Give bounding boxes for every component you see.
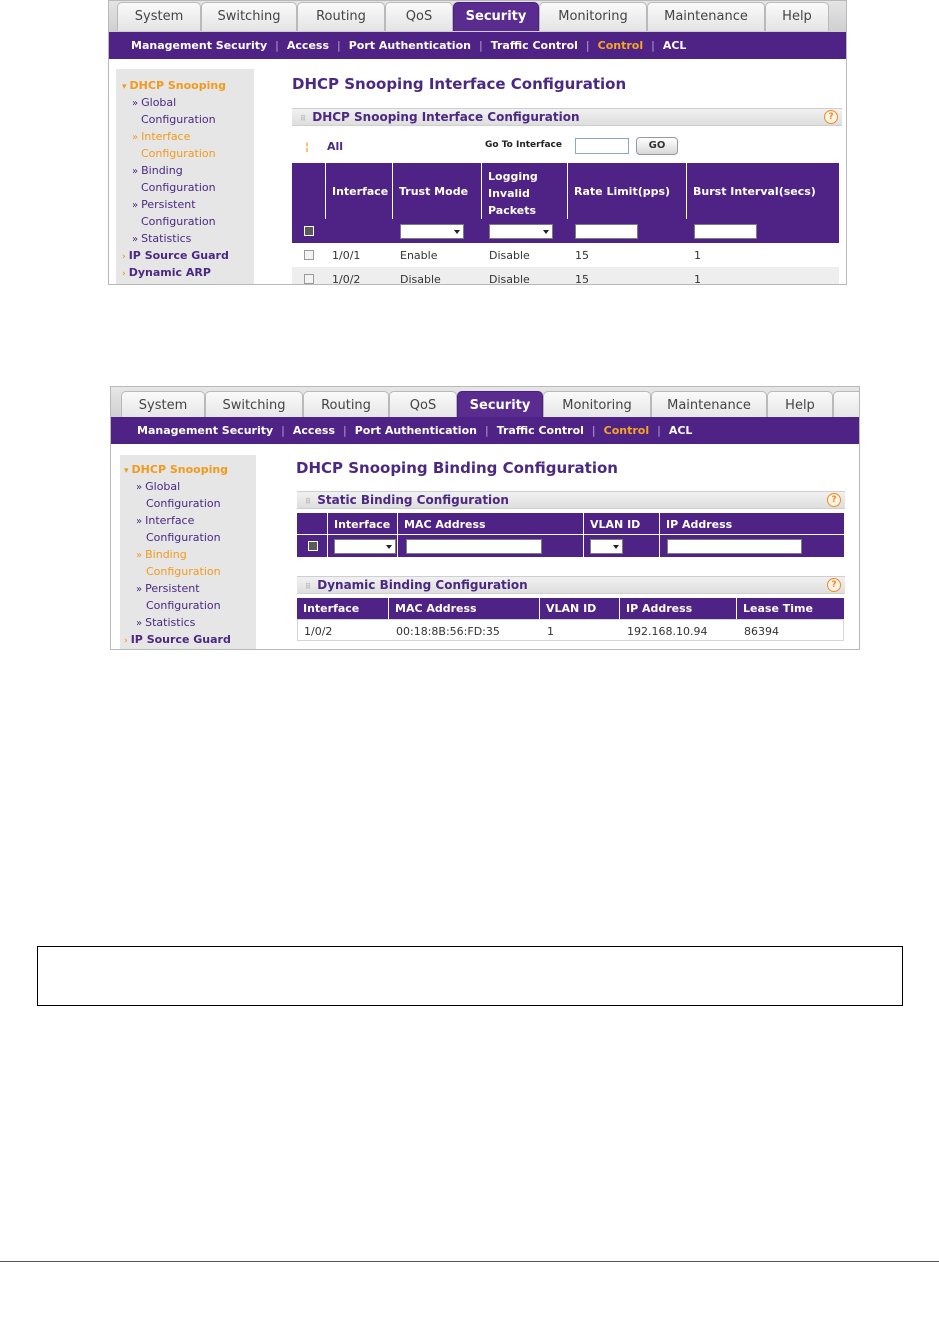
double-arrow-icon: »: [136, 482, 143, 493]
table-row: [297, 619, 844, 641]
double-arrow-icon: »: [136, 550, 143, 561]
sidebar-item-binding[interactable]: » Binding: [136, 548, 187, 561]
header-interface: Interface: [326, 163, 393, 219]
sidebar-section-dynamic-arp[interactable]: › Dynamic ARP: [122, 266, 211, 279]
header-trust-mode: Trust Mode: [393, 163, 482, 219]
header-ip-address: IP Address: [620, 598, 737, 619]
cell-mac-address: 00:18:8B:56:FD:35: [396, 625, 500, 638]
sidebar-item-global-line2[interactable]: Configuration: [141, 113, 216, 126]
subnav-acl[interactable]: ACL: [668, 424, 693, 437]
header-interface: Interface: [328, 513, 398, 557]
dynamic-panel-header: ⠿ Dynamic Binding Configuration ?: [297, 576, 845, 594]
double-arrow-icon: »: [136, 584, 143, 595]
header-rate-limit: Rate Limit(pps): [568, 163, 687, 219]
grip-icon: ⠿: [300, 114, 307, 123]
static-table: [297, 513, 844, 557]
header-vlan-id: VLAN ID: [540, 598, 620, 619]
tab-routing[interactable]: Routing: [303, 391, 389, 420]
tab-security[interactable]: Security: [453, 2, 539, 31]
interface-table-header: [292, 163, 839, 219]
sidebar-item-interface-line2[interactable]: Configuration: [146, 531, 221, 544]
tab-switching[interactable]: Switching: [205, 391, 303, 420]
subnav-access[interactable]: Access: [286, 39, 329, 52]
header-mac-address: MAC Address: [398, 513, 584, 557]
header-logging-invalid-packets: Logging Invalid Packets: [482, 163, 568, 219]
static-ip-input[interactable]: [667, 539, 802, 554]
sidebar-item-binding[interactable]: » Binding: [132, 164, 183, 177]
sidebar-section-dhcp-snooping[interactable]: ▾ DHCP Snooping: [122, 79, 227, 92]
help-icon[interactable]: ?: [827, 578, 841, 592]
sidebar-item-global-line2[interactable]: Configuration: [146, 497, 221, 510]
tab-switching[interactable]: Switching: [201, 2, 297, 31]
rate-limit-input[interactable]: [575, 224, 638, 239]
page-title: DHCP Snooping Interface Configuration: [292, 75, 627, 93]
help-icon[interactable]: ?: [824, 110, 838, 124]
tab-security[interactable]: Security: [457, 391, 543, 420]
cell-interface: 1/0/2: [304, 625, 333, 638]
static-mac-input[interactable]: [406, 539, 542, 554]
tab-routing[interactable]: Routing: [297, 2, 385, 31]
cell-burst-interval: 1: [694, 249, 701, 262]
static-interface-select[interactable]: [334, 539, 396, 554]
select-all-checkbox[interactable]: [304, 226, 314, 236]
subnav-acl[interactable]: ACL: [662, 39, 687, 52]
table-row: [292, 243, 839, 268]
double-arrow-icon: »: [132, 234, 139, 245]
main-tab-bar: [109, 0, 846, 33]
sidebar-item-interface[interactable]: » Interface: [136, 514, 195, 527]
sidebar-item-persistent[interactable]: » Persistent: [136, 582, 200, 595]
cell-interface: 1/0/2: [332, 273, 361, 285]
screenshot-binding-configuration: [110, 386, 860, 650]
sidebar-item-binding-line2[interactable]: Configuration: [141, 181, 216, 194]
double-arrow-icon: »: [132, 98, 139, 109]
subnav-control[interactable]: Control: [597, 39, 644, 52]
cell-rate-limit: 15: [575, 273, 589, 285]
help-icon[interactable]: ?: [827, 493, 841, 507]
sidebar-section-ip-source-guard[interactable]: › IP Source Guard: [122, 249, 229, 262]
chevron-down-icon: ▾: [124, 466, 129, 476]
goto-interface-input[interactable]: [575, 138, 629, 154]
subnav-access[interactable]: Access: [292, 424, 335, 437]
sidebar-item-interface-line2[interactable]: Configuration: [141, 147, 216, 160]
expand-icon: ¦: [305, 140, 310, 153]
subnav-port-authentication[interactable]: Port Authentication: [348, 39, 471, 52]
sidebar-section-ip-source-guard[interactable]: › IP Source Guard: [124, 633, 231, 646]
double-arrow-icon: »: [132, 200, 139, 211]
sidebar-nav: [116, 69, 254, 285]
go-button[interactable]: GO: [636, 137, 678, 155]
tab-overflow[interactable]: [833, 391, 860, 420]
grip-icon: ⠿: [305, 582, 312, 591]
tab-maintenance[interactable]: Maintenance: [651, 391, 767, 420]
double-arrow-icon: »: [132, 132, 139, 143]
table-row: [292, 267, 839, 285]
cell-logging: Disable: [489, 273, 530, 285]
dropdown-arrow-icon: [454, 230, 460, 234]
cell-trust-mode: Disable: [400, 273, 441, 285]
sidebar-item-statistics[interactable]: » Statistics: [136, 616, 196, 629]
sidebar-item-persistent-line2[interactable]: Configuration: [146, 599, 221, 612]
header-burst-interval: Burst Interval(secs): [693, 185, 816, 198]
sidebar-item-statistics[interactable]: » Statistics: [132, 232, 192, 245]
static-vlan-select[interactable]: [590, 539, 623, 554]
double-arrow-icon: »: [136, 516, 143, 527]
sidebar-item-binding-line2[interactable]: Configuration: [146, 565, 221, 578]
dynamic-table-header: [297, 598, 844, 619]
burst-interval-input[interactable]: [694, 224, 757, 239]
cell-ip-address: 192.168.10.94: [627, 625, 708, 638]
cell-interface: 1/0/1: [332, 249, 361, 262]
chevron-right-icon: ›: [124, 636, 128, 646]
double-arrow-icon: »: [136, 618, 143, 629]
sidebar-item-interface[interactable]: » Interface: [132, 130, 191, 143]
panel-header: ⠿ DHCP Snooping Interface Configuration ?: [292, 108, 842, 126]
tab-monitoring[interactable]: Monitoring: [543, 391, 651, 420]
trust-mode-select[interactable]: [400, 224, 464, 239]
header-mac-address: MAC Address: [389, 598, 540, 619]
interface-edit-row: [292, 219, 839, 243]
header-interface: Interface: [297, 598, 389, 619]
goto-interface-label: Go To Interface: [485, 140, 562, 150]
grip-icon: ⠿: [305, 497, 312, 506]
subnav-traffic-control[interactable]: Traffic Control: [496, 424, 584, 437]
static-select-checkbox[interactable]: [308, 541, 318, 551]
subnav-port-authentication[interactable]: Port Authentication: [354, 424, 477, 437]
chevron-down-icon: ▾: [122, 82, 127, 92]
subnav-control[interactable]: Control: [603, 424, 650, 437]
all-label: All: [327, 140, 344, 153]
tab-system[interactable]: System: [121, 391, 205, 420]
dropdown-arrow-icon: [613, 545, 619, 549]
tab-help[interactable]: Help: [765, 2, 829, 31]
tab-qos[interactable]: QoS: [389, 391, 457, 420]
tab-maintenance[interactable]: Maintenance: [647, 2, 765, 31]
cell-vlan-id: 1: [547, 625, 554, 638]
main-tab-bar: [111, 387, 859, 421]
chevron-right-icon: ›: [122, 269, 126, 279]
security-subnav: Management Security | Access | Port Authentication | Traffic Control | Control | ACL: [111, 417, 859, 444]
sidebar-nav: [120, 455, 256, 650]
footer-divider: [0, 1261, 939, 1262]
subnav-traffic-control[interactable]: Traffic Control: [490, 39, 578, 52]
header-lease-time: Lease Time: [743, 602, 813, 615]
tab-help[interactable]: Help: [767, 391, 833, 420]
screenshot-interface-configuration: [108, 0, 847, 285]
security-subnav: Management Security | Access | Port Authentication | Traffic Control | Control | ACL: [109, 32, 846, 59]
dropdown-arrow-icon: [386, 545, 392, 549]
sidebar-item-global[interactable]: » Global: [132, 96, 177, 109]
static-panel-header: ⠿ Static Binding Configuration ?: [297, 491, 845, 509]
cell-trust-mode: Enable: [400, 249, 438, 262]
divider: [297, 534, 844, 535]
sidebar-item-persistent-line2[interactable]: Configuration: [141, 215, 216, 228]
cell-lease-time: 86394: [744, 625, 779, 638]
double-arrow-icon: »: [132, 166, 139, 177]
row-checkbox[interactable]: [304, 250, 314, 260]
subnav-management-security[interactable]: Management Security: [137, 424, 274, 437]
sidebar-item-persistent[interactable]: » Persistent: [132, 198, 196, 211]
logging-select[interactable]: [489, 224, 553, 239]
cell-rate-limit: 15: [575, 249, 589, 262]
header-ip-address: IP Address: [666, 518, 733, 531]
tab-qos[interactable]: QoS: [385, 2, 453, 31]
chevron-right-icon: ›: [122, 252, 126, 262]
row-checkbox[interactable]: [304, 274, 314, 284]
tab-system[interactable]: System: [117, 2, 201, 31]
sidebar-item-global[interactable]: » Global: [136, 480, 181, 493]
subnav-management-security[interactable]: Management Security: [131, 39, 268, 52]
tab-monitoring[interactable]: Monitoring: [539, 2, 647, 31]
empty-note-box: [37, 946, 903, 1006]
header-vlan-id: VLAN ID: [584, 513, 660, 557]
cell-logging: Disable: [489, 249, 530, 262]
header-select-column: [292, 163, 326, 219]
cell-burst-interval: 1: [694, 273, 701, 285]
dropdown-arrow-icon: [543, 230, 549, 234]
sidebar-section-dhcp-snooping[interactable]: ▾ DHCP Snooping: [124, 463, 229, 476]
page-title: DHCP Snooping Binding Configuration: [296, 459, 618, 477]
